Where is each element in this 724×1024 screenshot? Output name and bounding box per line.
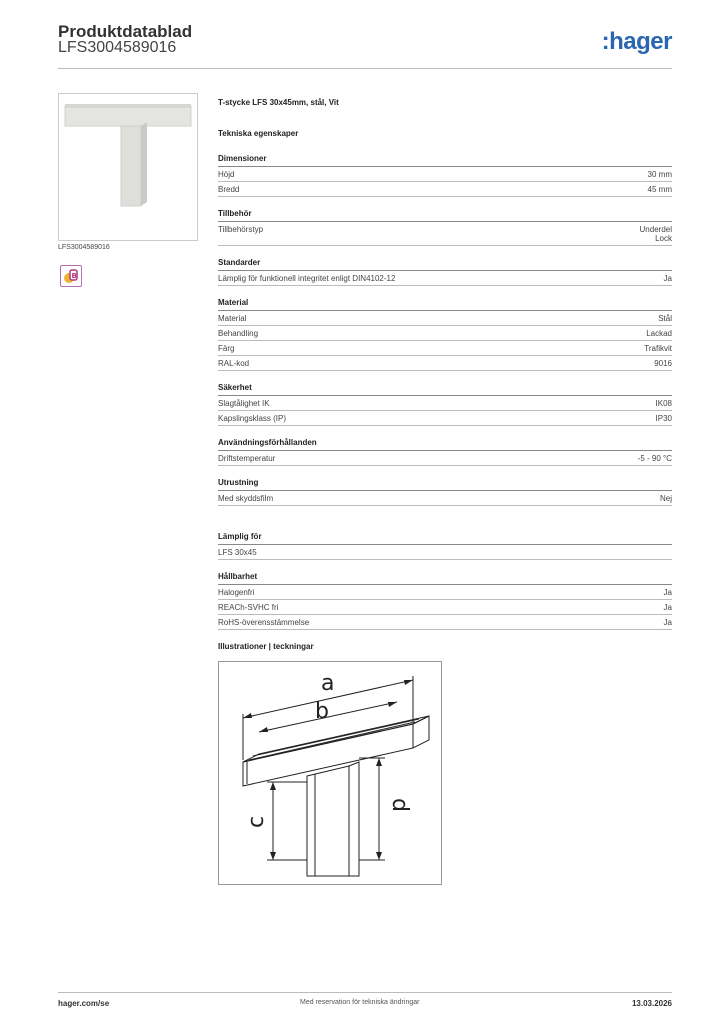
row-label: Behandling — [218, 329, 259, 338]
row-label: Lämplig för funktionell integritet enligt DIN4102-12 — [218, 274, 396, 283]
section-title: Tillbehör — [218, 209, 672, 222]
row-value: Trafikvit — [644, 344, 672, 353]
hager-logo: :hager — [601, 28, 672, 55]
section-title: Användningsförhållanden — [218, 438, 672, 451]
footer-website[interactable]: hager.com/se — [58, 999, 110, 1008]
section-anvandning — [218, 438, 672, 466]
table-row — [218, 615, 672, 630]
section-title: Material — [218, 298, 672, 311]
section-tillbehor — [218, 209, 672, 246]
row-label: RoHS-överensstämmelse — [218, 618, 310, 627]
product-name: T-stycke LFS 30x45mm, stål, Vit — [218, 98, 339, 107]
table-row — [218, 451, 672, 466]
image-caption: LFS3004589016 — [58, 244, 110, 251]
table-row — [218, 182, 672, 197]
section-lamplig-for — [218, 532, 672, 560]
dim-a-label: a — [321, 671, 335, 696]
row-label: LFS 30x45 — [218, 548, 257, 557]
row-value: 30 mm — [647, 170, 672, 179]
row-value: Ja — [663, 588, 672, 597]
section-title: Hållbarhet — [218, 572, 672, 585]
section-standarder — [218, 258, 672, 286]
section-title: Lämplig för — [218, 532, 672, 545]
row-value: Ja — [663, 618, 672, 627]
t-piece-dimension-drawing — [219, 662, 441, 884]
row-label: Slagtålighet IK — [218, 399, 270, 408]
row-label: Kapslingsklass (IP) — [218, 414, 287, 423]
table-row — [218, 600, 672, 615]
section-material — [218, 298, 672, 371]
row-value-line: Lock — [655, 234, 672, 243]
dim-c-label: c — [244, 815, 269, 828]
product-image — [58, 93, 198, 241]
table-row — [218, 326, 672, 341]
table-row — [218, 356, 672, 371]
row-value: IK08 — [655, 399, 672, 408]
illustration-heading: Illustrationer | teckningar — [218, 642, 314, 651]
table-row — [218, 311, 672, 326]
section-title: Standarder — [218, 258, 672, 271]
row-value — [640, 225, 672, 243]
spacer — [218, 518, 672, 532]
halogen-free-icon — [60, 265, 82, 287]
table-row — [218, 491, 672, 506]
row-value-line: Underdel — [639, 225, 672, 234]
row-label: Färg — [218, 344, 235, 353]
table-row — [218, 341, 672, 356]
svg-text:B: B — [71, 272, 77, 280]
section-dimensioner — [218, 154, 672, 197]
dim-d-label: d — [387, 798, 412, 812]
row-label: Driftstemperatur — [218, 454, 276, 463]
row-label: Tillbehörstyp — [218, 225, 264, 234]
row-label: Halogenfri — [218, 588, 255, 597]
row-label: Material — [218, 314, 247, 323]
footer-disclaimer: Med reservation för tekniska ändringar — [300, 999, 420, 1006]
row-value: Ja — [663, 274, 672, 283]
table-row — [218, 545, 672, 560]
row-value: 9016 — [654, 359, 672, 368]
row-value: Stål — [658, 314, 672, 323]
row-label: Med skyddsfilm — [218, 494, 274, 503]
dimension-drawing — [218, 661, 442, 885]
row-value: 45 mm — [647, 185, 672, 194]
section-sakerhet — [218, 383, 672, 426]
row-label: Bredd — [218, 185, 240, 194]
table-row — [218, 585, 672, 600]
row-value: Lackad — [646, 329, 672, 338]
tech-heading: Tekniska egenskaper — [218, 129, 299, 138]
t-piece-photo — [59, 94, 197, 240]
table-row — [218, 411, 672, 426]
footer-divider — [58, 992, 672, 993]
footer-date: 13.03.2026 — [631, 999, 672, 1008]
page-title: Produktdatablad — [58, 22, 193, 41]
table-row — [218, 396, 672, 411]
row-value: Nej — [659, 494, 672, 503]
row-value: IP30 — [655, 414, 672, 423]
table-row — [218, 222, 672, 246]
table-row — [218, 271, 672, 286]
row-label: REACh-SVHC fri — [218, 603, 279, 612]
spec-content — [218, 98, 672, 885]
section-title: Dimensioner — [218, 154, 672, 167]
table-row — [218, 167, 672, 182]
row-value: -5 - 90 °C — [637, 454, 672, 463]
section-hallbarhet — [218, 572, 672, 630]
header-divider — [58, 68, 672, 69]
article-number: LFS3004589016 — [58, 39, 177, 56]
row-value: Ja — [663, 603, 672, 612]
section-utrustning — [218, 478, 672, 506]
dim-b-label: b — [315, 699, 329, 724]
section-title: Utrustning — [218, 478, 672, 491]
row-label: Höjd — [218, 170, 235, 179]
section-title: Säkerhet — [218, 383, 672, 396]
row-label: RAL-kod — [218, 359, 250, 368]
